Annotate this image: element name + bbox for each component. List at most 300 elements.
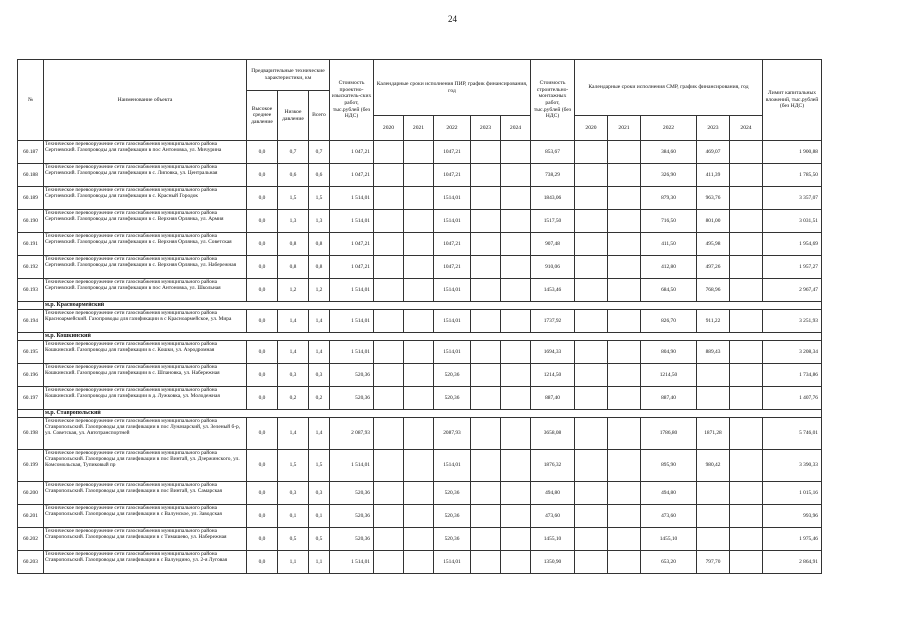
smr-2021-cell — [608, 482, 641, 505]
pir-cost-cell: 1 047,21 — [330, 164, 374, 187]
low-pressure-cell: 1,1 — [278, 551, 309, 574]
pir-2020-cell — [374, 528, 404, 551]
pir-2022-cell: 1047,21 — [434, 164, 471, 187]
pir-2020-cell — [374, 551, 404, 574]
smr-2023-cell: 411,39 — [697, 164, 730, 187]
pir-2020-cell — [374, 450, 404, 482]
col-tech-header: Предварительные технические характеристики, км — [247, 60, 330, 91]
table-row — [18, 528, 822, 551]
pir-2023-cell — [471, 364, 501, 387]
col-tech-total-header: Всего — [309, 91, 330, 141]
low-pressure-cell: 0,3 — [278, 482, 309, 505]
section-row — [18, 302, 822, 310]
pir-2021-cell — [404, 256, 434, 279]
smr-2020-cell — [575, 310, 608, 333]
total-length-cell: 0,6 — [309, 164, 330, 187]
pir-year-header: 2024 — [501, 116, 531, 141]
pir-2023-cell — [471, 279, 501, 302]
pir-2024-cell — [501, 310, 531, 333]
object-name-cell: Техническое перевооружение сети газоснабжения муниципального района Сергиевский. Газопроводы для газификации в пос Антоновка, ул. Мичурина — [44, 141, 247, 164]
smr-2021-cell — [608, 341, 641, 364]
table-row — [18, 450, 822, 482]
limit-cell: 3 031,51 — [763, 210, 822, 233]
num-cell: 60.201 — [18, 505, 44, 528]
pir-cost-cell: 2 087,93 — [330, 418, 374, 450]
smr-year-header: 2021 — [608, 116, 641, 141]
pir-2021-cell — [404, 279, 434, 302]
table-row — [18, 210, 822, 233]
smr-2023-cell: 911,22 — [697, 310, 730, 333]
pir-2024-cell — [501, 210, 531, 233]
pir-2020-cell — [374, 341, 404, 364]
table-row — [18, 256, 822, 279]
pir-2024-cell — [501, 256, 531, 279]
high-pressure-cell: 0,0 — [247, 210, 278, 233]
smr-2021-cell — [608, 450, 641, 482]
low-pressure-cell: 0,5 — [278, 528, 309, 551]
smr-2024-cell — [730, 141, 763, 164]
smr-cost-cell: 738,29 — [531, 164, 575, 187]
col-pir-schedule-header: Календарные сроки исполнения ПИР, график финансирования, год — [374, 60, 531, 116]
pir-2022-cell: 1514,01 — [434, 187, 471, 210]
low-pressure-cell: 0,7 — [278, 141, 309, 164]
pir-2021-cell — [404, 210, 434, 233]
smr-2021-cell — [608, 256, 641, 279]
pir-2020-cell — [374, 482, 404, 505]
smr-2024-cell — [730, 256, 763, 279]
pir-2022-cell: 1514,01 — [434, 551, 471, 574]
pir-2020-cell — [374, 364, 404, 387]
pir-2022-cell: 1047,21 — [434, 233, 471, 256]
table-header — [18, 60, 822, 141]
object-name-cell: Техническое перевооружение сети газоснабжения муниципального района Сергиевский. Газопроводы для газификации в с. Липовка, ул. Центральная — [44, 164, 247, 187]
object-name-cell: Техническое перевооружение сети газоснабжения муниципального района Ставропольский. Газопроводы для газификации в с Валундино, ул. 2-я Луговая — [44, 551, 247, 574]
high-pressure-cell: 0,0 — [247, 187, 278, 210]
smr-2022-cell: 879,30 — [641, 187, 697, 210]
limit-cell: 1 785,50 — [763, 164, 822, 187]
pir-2020-cell — [374, 164, 404, 187]
table-row — [18, 310, 822, 333]
smr-2021-cell — [608, 187, 641, 210]
smr-cost-cell: 910,06 — [531, 256, 575, 279]
object-name-cell: Техническое перевооружение сети газоснабжения муниципального района Сергиевский. Газопроводы для газификации в с. Красный Городок — [44, 187, 247, 210]
pir-2021-cell — [404, 505, 434, 528]
pir-2020-cell — [374, 418, 404, 450]
pir-2023-cell — [471, 505, 501, 528]
num-cell: 60.198 — [18, 418, 44, 450]
pir-2024-cell — [501, 164, 531, 187]
limit-cell: 5 746,01 — [763, 418, 822, 450]
smr-year-header: 2020 — [575, 116, 608, 141]
smr-2024-cell — [730, 418, 763, 450]
col-num-header: № — [18, 60, 44, 141]
total-length-cell: 1,2 — [309, 279, 330, 302]
num-cell: 60.200 — [18, 482, 44, 505]
low-pressure-cell: 1,5 — [278, 450, 309, 482]
pir-2022-cell: 1514,01 — [434, 310, 471, 333]
num-cell: 60.195 — [18, 341, 44, 364]
limit-cell: 3 208,34 — [763, 341, 822, 364]
smr-cost-cell: 887,40 — [531, 387, 575, 410]
col-tech-low-header: Низкое давление — [278, 91, 309, 141]
limit-cell: 1 957,27 — [763, 256, 822, 279]
table-row — [18, 279, 822, 302]
object-name-cell: Техническое перевооружение сети газоснабжения муниципального района Ставропольский. Газопроводы для газификации в пос Луначарский, ул. Зеленый б-р, ул. Советская, ул. Автотранспортней — [44, 418, 247, 450]
low-pressure-cell: 0,2 — [278, 387, 309, 410]
table-row — [18, 418, 822, 450]
smr-2024-cell — [730, 233, 763, 256]
low-pressure-cell: 1,3 — [278, 210, 309, 233]
pir-2021-cell — [404, 528, 434, 551]
smr-2023-cell: 963,76 — [697, 187, 730, 210]
pir-2024-cell — [501, 187, 531, 210]
object-name-cell: Техническое перевооружение сети газоснабжения муниципального района Сергиевский. Газопроводы для газификации в с. Верхняя Орлянка, ул. Набережная — [44, 256, 247, 279]
total-length-cell: 0,3 — [309, 482, 330, 505]
object-name-cell: Техническое перевооружение сети газоснабжения муниципального района Ставропольский. Газопроводы для газификации в с Тимашево, ул. Набережная — [44, 528, 247, 551]
total-length-cell: 1,1 — [309, 551, 330, 574]
smr-2024-cell — [730, 450, 763, 482]
pir-2021-cell — [404, 418, 434, 450]
low-pressure-cell: 1,4 — [278, 341, 309, 364]
smr-cost-cell: 853,67 — [531, 141, 575, 164]
smr-2020-cell — [575, 364, 608, 387]
pir-2022-cell: 520,36 — [434, 528, 471, 551]
section-row — [18, 333, 822, 341]
smr-year-header: 2022 — [641, 116, 697, 141]
smr-2020-cell — [575, 141, 608, 164]
pir-cost-cell: 1 514,01 — [330, 341, 374, 364]
pir-2023-cell — [471, 141, 501, 164]
smr-2024-cell — [730, 341, 763, 364]
col-name-header: Наименование объекта — [44, 60, 247, 141]
smr-2023-cell: 980,42 — [697, 450, 730, 482]
pir-2021-cell — [404, 482, 434, 505]
smr-cost-cell: 1843,06 — [531, 187, 575, 210]
num-cell: 60.192 — [18, 256, 44, 279]
smr-2024-cell — [730, 364, 763, 387]
pir-2020-cell — [374, 387, 404, 410]
smr-2021-cell — [608, 310, 641, 333]
limit-cell: 993,96 — [763, 505, 822, 528]
smr-2020-cell — [575, 256, 608, 279]
smr-2021-cell — [608, 528, 641, 551]
pir-2023-cell — [471, 187, 501, 210]
smr-2020-cell — [575, 187, 608, 210]
low-pressure-cell: 0,1 — [278, 505, 309, 528]
smr-2024-cell — [730, 279, 763, 302]
smr-cost-cell: 473,60 — [531, 505, 575, 528]
section-num-cell — [18, 410, 44, 418]
high-pressure-cell: 0,0 — [247, 233, 278, 256]
high-pressure-cell: 0,0 — [247, 364, 278, 387]
pir-2021-cell — [404, 341, 434, 364]
pir-2021-cell — [404, 387, 434, 410]
table-row — [18, 233, 822, 256]
col-smr-schedule-header: Календарные сроки исполнения СМР, график финансирования, год — [575, 60, 763, 116]
smr-2022-cell: 895,90 — [641, 450, 697, 482]
smr-2024-cell — [730, 528, 763, 551]
low-pressure-cell: 1,2 — [278, 279, 309, 302]
smr-2023-cell: 497,26 — [697, 256, 730, 279]
pir-2022-cell: 520,36 — [434, 482, 471, 505]
high-pressure-cell: 0,0 — [247, 418, 278, 450]
pir-cost-cell: 520,36 — [330, 387, 374, 410]
pir-2024-cell — [501, 418, 531, 450]
smr-2022-cell: 684,50 — [641, 279, 697, 302]
limit-cell: 1 975,46 — [763, 528, 822, 551]
high-pressure-cell: 0,0 — [247, 141, 278, 164]
smr-2024-cell — [730, 187, 763, 210]
col-tech-high-header: Высокое среднее давление — [247, 91, 278, 141]
smr-2021-cell — [608, 164, 641, 187]
pir-2023-cell — [471, 341, 501, 364]
smr-2022-cell: 804,90 — [641, 341, 697, 364]
low-pressure-cell: 0,8 — [278, 256, 309, 279]
pir-cost-cell: 520,36 — [330, 528, 374, 551]
pir-cost-cell: 1 047,21 — [330, 233, 374, 256]
pir-2021-cell — [404, 551, 434, 574]
num-cell: 60.203 — [18, 551, 44, 574]
smr-2023-cell: 1871,28 — [697, 418, 730, 450]
low-pressure-cell: 0,3 — [278, 364, 309, 387]
limit-cell: 3 357,07 — [763, 187, 822, 210]
total-length-cell: 0,3 — [309, 364, 330, 387]
smr-2021-cell — [608, 387, 641, 410]
smr-2022-cell: 1214,50 — [641, 364, 697, 387]
num-cell: 60.191 — [18, 233, 44, 256]
low-pressure-cell: 0,8 — [278, 233, 309, 256]
num-cell: 60.189 — [18, 187, 44, 210]
high-pressure-cell: 0,0 — [247, 341, 278, 364]
pir-cost-cell: 1 514,01 — [330, 210, 374, 233]
num-cell: 60.196 — [18, 364, 44, 387]
num-cell: 60.190 — [18, 210, 44, 233]
pir-2021-cell — [404, 141, 434, 164]
pir-year-header: 2022 — [434, 116, 471, 141]
smr-2022-cell: 411,50 — [641, 233, 697, 256]
limit-cell: 1 954,69 — [763, 233, 822, 256]
high-pressure-cell: 0,0 — [247, 528, 278, 551]
smr-2023-cell — [697, 387, 730, 410]
total-length-cell: 1,4 — [309, 310, 330, 333]
pir-2020-cell — [374, 279, 404, 302]
limit-cell: 2 967,47 — [763, 279, 822, 302]
pir-2023-cell — [471, 418, 501, 450]
smr-2020-cell — [575, 551, 608, 574]
section-num-cell — [18, 333, 44, 341]
smr-2021-cell — [608, 551, 641, 574]
total-length-cell: 0,7 — [309, 141, 330, 164]
smr-2021-cell — [608, 141, 641, 164]
object-name-cell: Техническое перевооружение сети газоснабжения муниципального района Сергиевский. Газопроводы для газификации в с. Верхняя Орлянка, ул. Армия — [44, 210, 247, 233]
smr-cost-cell: 1455,10 — [531, 528, 575, 551]
pir-cost-cell: 520,36 — [330, 364, 374, 387]
low-pressure-cell: 1,4 — [278, 310, 309, 333]
smr-2023-cell: 797,70 — [697, 551, 730, 574]
section-num-cell — [18, 302, 44, 310]
smr-2022-cell: 1786,80 — [641, 418, 697, 450]
investment-table — [17, 59, 822, 574]
smr-cost-cell: 1453,46 — [531, 279, 575, 302]
pir-year-header: 2021 — [404, 116, 434, 141]
smr-2020-cell — [575, 279, 608, 302]
pir-2022-cell: 520,36 — [434, 505, 471, 528]
total-length-cell: 0,2 — [309, 387, 330, 410]
smr-2022-cell: 326,90 — [641, 164, 697, 187]
smr-2020-cell — [575, 450, 608, 482]
pir-2024-cell — [501, 528, 531, 551]
table-row — [18, 187, 822, 210]
low-pressure-cell: 1,5 — [278, 187, 309, 210]
high-pressure-cell: 0,0 — [247, 164, 278, 187]
smr-cost-cell: 3658,08 — [531, 418, 575, 450]
smr-2023-cell: 768,96 — [697, 279, 730, 302]
total-length-cell: 1,4 — [309, 418, 330, 450]
object-name-cell: Техническое перевооружение сети газоснабжения муниципального района Сергиевский. Газопроводы для газификации в с. Верхняя Орлянка, ул. Советская — [44, 233, 247, 256]
pir-2023-cell — [471, 450, 501, 482]
pir-cost-cell: 1 047,21 — [330, 256, 374, 279]
pir-2024-cell — [501, 233, 531, 256]
smr-cost-cell: 907,48 — [531, 233, 575, 256]
table-row — [18, 364, 822, 387]
smr-2024-cell — [730, 505, 763, 528]
smr-2024-cell — [730, 551, 763, 574]
high-pressure-cell: 0,0 — [247, 387, 278, 410]
num-cell: 60.187 — [18, 141, 44, 164]
smr-2022-cell: 716,50 — [641, 210, 697, 233]
table-row — [18, 164, 822, 187]
object-name-cell: Техническое перевооружение сети газоснабжения муниципального района Ставропольский. Газопроводы для газификации в с Валунское, ул. Заводская — [44, 505, 247, 528]
pir-2020-cell — [374, 256, 404, 279]
pir-2024-cell — [501, 364, 531, 387]
pir-cost-cell: 1 514,01 — [330, 551, 374, 574]
limit-cell: 1 734,86 — [763, 364, 822, 387]
smr-2023-cell: 889,43 — [697, 341, 730, 364]
pir-2021-cell — [404, 187, 434, 210]
smr-2023-cell — [697, 505, 730, 528]
smr-cost-cell: 1350,90 — [531, 551, 575, 574]
pir-2022-cell: 1514,01 — [434, 210, 471, 233]
object-name-cell: Техническое перевооружение сети газоснабжения муниципального района Сергиевский. Газопроводы для газификации в пос Антоновка, ул. Школьная — [44, 279, 247, 302]
low-pressure-cell: 0,6 — [278, 164, 309, 187]
smr-2024-cell — [730, 310, 763, 333]
pir-2022-cell: 1514,01 — [434, 279, 471, 302]
pir-2024-cell — [501, 551, 531, 574]
total-length-cell: 0,1 — [309, 505, 330, 528]
high-pressure-cell: 0,0 — [247, 256, 278, 279]
num-cell: 60.197 — [18, 387, 44, 410]
col-limit-header: Лимит капитальных вложений, тыс.рублей (без НДС) — [763, 60, 822, 141]
limit-cell: 1 407,76 — [763, 387, 822, 410]
num-cell: 60.194 — [18, 310, 44, 333]
pir-year-header: 2020 — [374, 116, 404, 141]
smr-2020-cell — [575, 528, 608, 551]
col-smr-cost-header: Стоимость строительно-монтажных работ, тыс.рублей (без НДС) — [531, 60, 575, 141]
high-pressure-cell: 0,0 — [247, 482, 278, 505]
smr-cost-cell: 1694,33 — [531, 341, 575, 364]
smr-2020-cell — [575, 341, 608, 364]
limit-cell: 3 251,93 — [763, 310, 822, 333]
limit-cell: 3 390,33 — [763, 450, 822, 482]
pir-2021-cell — [404, 450, 434, 482]
object-name-cell: Техническое перевооружение сети газоснабжения муниципального района Кошкинский. Газопроводы для газификации в с. Кошки, ул. Аэродромная — [44, 341, 247, 364]
pir-cost-cell: 1 514,01 — [330, 450, 374, 482]
num-cell: 60.188 — [18, 164, 44, 187]
section-title: м.р. Кошкинский — [44, 333, 822, 341]
smr-2021-cell — [608, 210, 641, 233]
smr-2021-cell — [608, 364, 641, 387]
smr-cost-cell: 1517,50 — [531, 210, 575, 233]
pir-2022-cell: 1047,21 — [434, 141, 471, 164]
low-pressure-cell: 1,4 — [278, 418, 309, 450]
smr-2023-cell — [697, 364, 730, 387]
pir-cost-cell: 520,36 — [330, 482, 374, 505]
smr-cost-cell: 1737,92 — [531, 310, 575, 333]
object-name-cell: Техническое перевооружение сети газоснабжения муниципального района Красноармейский. Газопроводы для газификации в с Красноармейское, ул. Мира — [44, 310, 247, 333]
smr-2020-cell — [575, 418, 608, 450]
smr-year-header: 2023 — [697, 116, 730, 141]
object-name-cell: Техническое перевооружение сети газоснабжения муниципального района Кошкинский. Газопроводы для газификации в д. Лужковка, ул. Молодежная — [44, 387, 247, 410]
pir-2024-cell — [501, 341, 531, 364]
num-cell: 60.199 — [18, 450, 44, 482]
pir-2022-cell: 520,36 — [434, 364, 471, 387]
smr-2022-cell: 412,80 — [641, 256, 697, 279]
smr-2022-cell: 826,70 — [641, 310, 697, 333]
smr-2024-cell — [730, 210, 763, 233]
pir-2022-cell: 1047,21 — [434, 256, 471, 279]
smr-2023-cell — [697, 482, 730, 505]
smr-2022-cell: 887,40 — [641, 387, 697, 410]
smr-2020-cell — [575, 210, 608, 233]
pir-cost-cell: 520,36 — [330, 505, 374, 528]
table-body — [18, 141, 822, 574]
pir-2024-cell — [501, 505, 531, 528]
smr-2024-cell — [730, 482, 763, 505]
table-row — [18, 505, 822, 528]
total-length-cell: 1,5 — [309, 450, 330, 482]
total-length-cell: 0,8 — [309, 256, 330, 279]
smr-2020-cell — [575, 482, 608, 505]
section-title: м.р. Ставропольский — [44, 410, 822, 418]
pir-2024-cell — [501, 450, 531, 482]
pir-2023-cell — [471, 482, 501, 505]
smr-2022-cell: 1455,10 — [641, 528, 697, 551]
pir-2024-cell — [501, 387, 531, 410]
pir-2023-cell — [471, 551, 501, 574]
table-row — [18, 387, 822, 410]
smr-cost-cell: 494,80 — [531, 482, 575, 505]
pir-2021-cell — [404, 310, 434, 333]
pir-2022-cell: 520,36 — [434, 387, 471, 410]
smr-2020-cell — [575, 505, 608, 528]
pir-2023-cell — [471, 256, 501, 279]
smr-2024-cell — [730, 164, 763, 187]
smr-2021-cell — [608, 279, 641, 302]
pir-2020-cell — [374, 310, 404, 333]
pir-cost-cell: 1 514,01 — [330, 187, 374, 210]
pir-2020-cell — [374, 233, 404, 256]
pir-2023-cell — [471, 164, 501, 187]
limit-cell: 2 864,91 — [763, 551, 822, 574]
smr-2021-cell — [608, 505, 641, 528]
total-length-cell: 0,5 — [309, 528, 330, 551]
pir-2024-cell — [501, 279, 531, 302]
smr-2023-cell — [697, 528, 730, 551]
smr-2022-cell: 384,60 — [641, 141, 697, 164]
pir-2020-cell — [374, 141, 404, 164]
smr-2020-cell — [575, 387, 608, 410]
smr-2021-cell — [608, 233, 641, 256]
